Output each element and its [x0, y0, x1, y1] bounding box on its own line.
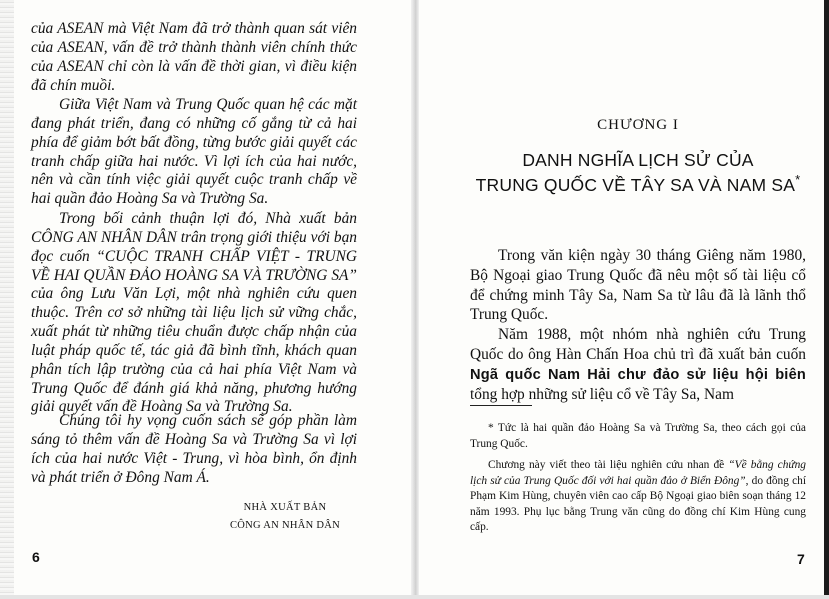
page-edge-bottom: [0, 595, 829, 599]
publisher-line-2: CÔNG AN NHÂN DÂN: [229, 520, 341, 531]
footnote-2: [470, 458, 806, 536]
footnote-1: * Tức là hai quần đảo Hoàng Sa và Trường Sa, theo cách gọi của Trung Quốc.: [470, 422, 806, 450]
right-paragraph-2-end: tổng hợp những sử liệu cổ về Tây Sa, Nam: [470, 386, 734, 404]
publisher-line-1: NHÀ XUẤT BẢN: [243, 502, 327, 513]
page-number-right: 7: [797, 551, 805, 567]
left-paragraph-4: Chúng tôi hy vọng cuốn sách sẽ góp phần làm sáng tỏ thêm vấn đề Hoàng Sa và Trường Sa vì lợi ích của hai nước Việt - Trung, vì hòa bình, ổn định và phát triển ở Đông Nam Á.: [31, 412, 357, 486]
page-edge-right: [824, 0, 829, 599]
footnote-2-title: “Về bằng chứng lịch sử của Trung Quốc đối với hai quần đảo ở Biển Đông”: [470, 459, 806, 487]
right-paragraph-2-start: Năm 1988, một nhóm nhà nghiên cứu Trung Quốc do ông Hàn Chấn Hoa chủ trì đã xuất bản cuốn: [470, 326, 806, 363]
footnote-divider: [470, 405, 532, 406]
right-paragraph-2: [470, 325, 806, 405]
chapter-title-line-2-text: TRUNG QUỐC VỀ TÂY SA VÀ NAM SA: [475, 174, 796, 195]
chapter-heading: CHƯƠNG I: [597, 117, 679, 133]
right-paragraph-1: Trong văn kiện ngày 30 tháng Giêng năm 1980, Bộ Ngoại giao Trung Quốc đã nêu một số tài liệu cổ để chứng minh Tây Sa, Nam Sa từ lâu đã là lãnh thổ Trung Quốc.: [470, 247, 806, 324]
chapter-title-line-1: DANH NGHĨA LỊCH SỬ CỦA: [522, 150, 754, 170]
book-title-bold: Ngã quốc Nam Hải chư đảo sử liệu hội biên: [470, 366, 806, 383]
book-spine: [411, 0, 419, 599]
left-paragraph-2: Giữa Việt Nam và Trung Quốc quan hệ các mặt đang phát triển, đang có những cố gắng từ cả hai phía để giảm bớt bất đồng, từng bước giải quyết các tranh chấp giữa hai nước. Vì lợi ích của hai nước, nên và cần tính việc giải quyết cuộc tranh chấp về hai quần đảo Hoàng Sa và Trường Sa.: [31, 96, 357, 208]
left-paragraph-3: Trong bối cảnh thuận lợi đó, Nhà xuất bản CÔNG AN NHÂN DÂN trân trọng giới thiệu với bạn đọc cuốn “CUỘC TRANH CHẤP VIỆT - TRUNG VỀ HAI QUẦN ĐẢO HOÀNG SA VÀ TRƯỜNG SA” của ông Lưu Văn Lợi, một nhà nghiên cứu quen thuộc. Trên cơ sở những tài liệu lịch sử vững chắc, xuất phát từ những tiêu chuẩn được chấp nhận của luật pháp quốc tế, tác giả đã bình tĩnh, khách quan phân tích lập trường của cả hai phía Việt Nam và Trung Quốc để đánh giá khả năng, phương hướng giải quyết vấn đề Hoàng Sa và Trường Sa.: [31, 210, 357, 416]
left-paragraph-1: của ASEAN mà Việt Nam đã trở thành quan sát viên của ASEAN, vấn đề trở thành thành viên chính thức của ASEAN chỉ còn là vấn đề thời gian, vì điều kiện đã chín muồi.: [31, 20, 357, 94]
page-edge-left: [0, 0, 14, 599]
page-number-left: 6: [32, 549, 40, 565]
footnote-marker: *: [795, 172, 801, 187]
footnote-2-start: Chương này viết theo tài liệu nghiên cứu nhan đề: [488, 459, 729, 471]
footnote-2-end: , do đồng chí Phạm Kim Hùng, chuyên viên cao cấp Bộ Ngoại giao biên soạn tháng 12 năm 1993. Phụ lục bằng Trung văn cũng do đồng chí Kim Hùng cung cấp.: [470, 474, 806, 534]
chapter-title-line-2: [470, 172, 806, 196]
